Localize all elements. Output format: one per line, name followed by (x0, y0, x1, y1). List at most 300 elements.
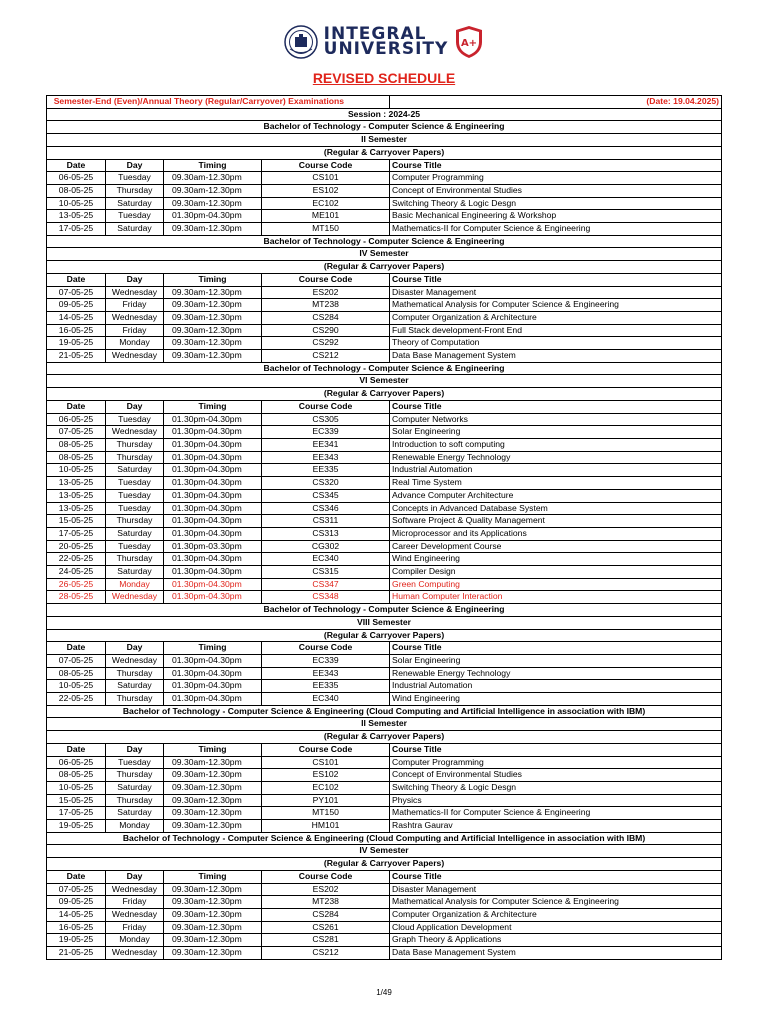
semester-heading: II Semester (47, 718, 722, 731)
cell-title: Disaster Management (390, 286, 722, 299)
cell-code: ES102 (262, 769, 390, 782)
cell-date: 08-05-25 (47, 667, 106, 680)
cell-code: CS292 (262, 337, 390, 350)
header-title: Course Title (390, 743, 722, 756)
table-row (47, 286, 722, 299)
cell-day: Friday (106, 896, 164, 909)
semester-heading: VIII Semester (47, 616, 722, 629)
cell-day: Thursday (106, 667, 164, 680)
header-date: Date (47, 400, 106, 413)
cell-date: 16-05-25 (47, 324, 106, 337)
column-header-row (47, 273, 722, 286)
header-code: Course Code (262, 159, 390, 172)
cell-day: Wednesday (106, 426, 164, 439)
table-row (47, 807, 722, 820)
header-timing: Timing (164, 642, 262, 655)
header-code: Course Code (262, 870, 390, 883)
papers-heading: (Regular & Carryover Papers) (47, 731, 722, 744)
cell-date: 13-05-25 (47, 210, 106, 223)
cell-day: Saturday (106, 223, 164, 236)
header-date: Date (47, 273, 106, 286)
cell-day: Thursday (106, 794, 164, 807)
cell-date: 24-05-25 (47, 566, 106, 579)
table-row (47, 578, 722, 591)
cell-timing: 01.30pm-04.30pm (164, 654, 262, 667)
cell-title: Cloud Application Development (390, 921, 722, 934)
table-row (47, 197, 722, 210)
cell-day: Saturday (106, 197, 164, 210)
cell-timing: 09.30am-12.30pm (164, 896, 262, 909)
cell-timing: 01.30pm-04.30pm (164, 527, 262, 540)
cell-timing: 09.30am-12.30pm (164, 794, 262, 807)
table-row (47, 921, 722, 934)
cell-date: 07-05-25 (47, 654, 106, 667)
table-row (47, 934, 722, 947)
table-row (47, 896, 722, 909)
cell-title: Renewable Energy Technology (390, 667, 722, 680)
table-row (47, 502, 722, 515)
papers-heading-row (47, 858, 722, 871)
cell-code: PY101 (262, 794, 390, 807)
cell-timing: 01.30pm-03.30pm (164, 540, 262, 553)
cell-title: Computer Programming (390, 172, 722, 185)
cell-date: 19-05-25 (47, 820, 106, 833)
cell-timing: 09.30am-12.30pm (164, 769, 262, 782)
program-heading: Bachelor of Technology - Computer Science & Engineering (47, 235, 722, 248)
cell-title: Concepts in Advanced Database System (390, 502, 722, 515)
cell-day: Tuesday (106, 172, 164, 185)
header-timing: Timing (164, 400, 262, 413)
cell-title: Physics (390, 794, 722, 807)
cell-timing: 01.30pm-04.30pm (164, 210, 262, 223)
program-heading: Bachelor of Technology - Computer Science & Engineering (47, 121, 722, 134)
table-row (47, 350, 722, 363)
cell-day: Tuesday (106, 210, 164, 223)
cell-code: ME101 (262, 210, 390, 223)
cell-day: Thursday (106, 515, 164, 528)
cell-title: Career Development Course (390, 540, 722, 553)
cell-timing: 09.30am-12.30pm (164, 807, 262, 820)
cell-timing: 01.30pm-04.30pm (164, 693, 262, 706)
cell-day: Wednesday (106, 909, 164, 922)
cell-code: EC102 (262, 781, 390, 794)
university-seal-icon (284, 25, 318, 59)
header-timing: Timing (164, 870, 262, 883)
header-title: Course Title (390, 400, 722, 413)
cell-code: EC340 (262, 693, 390, 706)
cell-title: Mathematics-II for Computer Science & Engineering (390, 807, 722, 820)
table-row (47, 820, 722, 833)
cell-date: 06-05-25 (47, 756, 106, 769)
cell-title: Concept of Environmental Studies (390, 769, 722, 782)
header-date: Date (47, 642, 106, 655)
cell-code: EE335 (262, 680, 390, 693)
cell-day: Saturday (106, 527, 164, 540)
cell-day: Tuesday (106, 413, 164, 426)
cell-title: Concept of Environmental Studies (390, 184, 722, 197)
cell-day: Tuesday (106, 489, 164, 502)
cell-date: 16-05-25 (47, 921, 106, 934)
cell-title: Computer Organization & Architecture (390, 909, 722, 922)
cell-code: CS348 (262, 591, 390, 604)
table-row (47, 883, 722, 896)
cell-timing: 09.30am-12.30pm (164, 337, 262, 350)
cell-date: 09-05-25 (47, 299, 106, 312)
brand-line-2: UNIVERSITY (323, 39, 449, 59)
table-row (47, 413, 722, 426)
cell-code: EC339 (262, 426, 390, 439)
cell-title: Introduction to soft computing (390, 438, 722, 451)
cell-date: 13-05-25 (47, 477, 106, 490)
cell-date: 10-05-25 (47, 197, 106, 210)
cell-code: MT150 (262, 807, 390, 820)
cell-timing: 09.30am-12.30pm (164, 820, 262, 833)
cell-timing: 09.30am-12.30pm (164, 756, 262, 769)
cell-day: Tuesday (106, 756, 164, 769)
cell-timing: 09.30am-12.30pm (164, 883, 262, 896)
semester-heading: IV Semester (47, 845, 722, 858)
cell-title: Disaster Management (390, 883, 722, 896)
cell-title: Microprocessor and its Applications (390, 527, 722, 540)
table-row (47, 693, 722, 706)
cell-day: Thursday (106, 451, 164, 464)
university-logo (0, 22, 768, 62)
cell-timing: 01.30pm-04.30pm (164, 426, 262, 439)
cell-date: 15-05-25 (47, 794, 106, 807)
papers-heading-row (47, 731, 722, 744)
cell-day: Wednesday (106, 654, 164, 667)
cell-code: CS284 (262, 311, 390, 324)
cell-title: Switching Theory & Logic Desgn (390, 197, 722, 210)
cell-timing: 01.30pm-04.30pm (164, 413, 262, 426)
cell-date: 17-05-25 (47, 807, 106, 820)
cell-day: Thursday (106, 693, 164, 706)
cell-timing: 09.30am-12.30pm (164, 172, 262, 185)
table-row (47, 591, 722, 604)
page-title: REVISED SCHEDULE (312, 70, 456, 86)
header-date: Date (47, 743, 106, 756)
cell-date: 07-05-25 (47, 286, 106, 299)
cell-day: Wednesday (106, 286, 164, 299)
cell-day: Saturday (106, 566, 164, 579)
semester-heading-row (47, 616, 722, 629)
table-row (47, 947, 722, 960)
cell-day: Saturday (106, 680, 164, 693)
cell-timing: 01.30pm-04.30pm (164, 680, 262, 693)
cell-date: 06-05-25 (47, 413, 106, 426)
cell-day: Thursday (106, 553, 164, 566)
session-label: Session : 2024-25 (47, 108, 722, 121)
cell-title: Solar Engineering (390, 426, 722, 439)
cell-timing: 09.30am-12.30pm (164, 934, 262, 947)
table-row (47, 223, 722, 236)
cell-title: Mathematical Analysis for Computer Science & Engineering (390, 299, 722, 312)
papers-heading-row (47, 629, 722, 642)
cell-date: 22-05-25 (47, 693, 106, 706)
cell-title: Compiler Design (390, 566, 722, 579)
cell-day: Thursday (106, 438, 164, 451)
cell-date: 22-05-25 (47, 553, 106, 566)
cell-timing: 09.30am-12.30pm (164, 197, 262, 210)
papers-heading-row (47, 388, 722, 401)
cell-title: Computer Programming (390, 756, 722, 769)
column-header-row (47, 400, 722, 413)
cell-title: Wind Engineering (390, 693, 722, 706)
table-row (47, 540, 722, 553)
cell-code: CS346 (262, 502, 390, 515)
table-row (47, 667, 722, 680)
papers-heading: (Regular & Carryover Papers) (47, 388, 722, 401)
table-row (47, 515, 722, 528)
cell-code: EC340 (262, 553, 390, 566)
cell-code: CS212 (262, 947, 390, 960)
header-timing: Timing (164, 273, 262, 286)
cell-date: 20-05-25 (47, 540, 106, 553)
program-heading: Bachelor of Technology - Computer Science & Engineering (47, 362, 722, 375)
cell-timing: 01.30pm-04.30pm (164, 464, 262, 477)
cell-date: 15-05-25 (47, 515, 106, 528)
cell-date: 17-05-25 (47, 223, 106, 236)
cell-timing: 09.30am-12.30pm (164, 781, 262, 794)
table-row (47, 184, 722, 197)
cell-title: Solar Engineering (390, 654, 722, 667)
program-heading-row (47, 235, 722, 248)
cell-day: Friday (106, 299, 164, 312)
cell-code: EE341 (262, 438, 390, 451)
table-row (47, 756, 722, 769)
cell-date: 10-05-25 (47, 680, 106, 693)
cell-day: Thursday (106, 769, 164, 782)
exam-date: (Date: 19.04.2025) (390, 96, 722, 109)
session-row (47, 108, 722, 121)
cell-code: EE343 (262, 667, 390, 680)
accreditation-shield-icon (454, 25, 484, 59)
cell-day: Friday (106, 921, 164, 934)
cell-day: Wednesday (106, 350, 164, 363)
table-row (47, 781, 722, 794)
cell-code: CS101 (262, 172, 390, 185)
cell-timing: 01.30pm-04.30pm (164, 451, 262, 464)
cell-title: Switching Theory & Logic Desgn (390, 781, 722, 794)
cell-code: CS284 (262, 909, 390, 922)
cell-code: CG302 (262, 540, 390, 553)
cell-title: Advance Computer Architecture (390, 489, 722, 502)
papers-heading: (Regular & Carryover Papers) (47, 629, 722, 642)
cell-title: Computer Networks (390, 413, 722, 426)
header-code: Course Code (262, 642, 390, 655)
cell-title: Basic Mechanical Engineering & Workshop (390, 210, 722, 223)
papers-heading: (Regular & Carryover Papers) (47, 858, 722, 871)
table-row (47, 172, 722, 185)
cell-code: CS212 (262, 350, 390, 363)
cell-title: Industrial Automation (390, 464, 722, 477)
table-row (47, 566, 722, 579)
table-row (47, 426, 722, 439)
cell-day: Saturday (106, 781, 164, 794)
cell-code: EE335 (262, 464, 390, 477)
cell-code: MT150 (262, 223, 390, 236)
semester-heading: IV Semester (47, 248, 722, 261)
cell-code: EC102 (262, 197, 390, 210)
cell-timing: 09.30am-12.30pm (164, 921, 262, 934)
cell-timing: 09.30am-12.30pm (164, 909, 262, 922)
cell-date: 17-05-25 (47, 527, 106, 540)
program-heading-row (47, 705, 722, 718)
cell-code: ES102 (262, 184, 390, 197)
cell-date: 26-05-25 (47, 578, 106, 591)
header-title: Course Title (390, 870, 722, 883)
papers-heading: (Regular & Carryover Papers) (47, 261, 722, 274)
cell-day: Monday (106, 934, 164, 947)
cell-code: CS305 (262, 413, 390, 426)
cell-timing: 01.30pm-04.30pm (164, 578, 262, 591)
cell-date: 09-05-25 (47, 896, 106, 909)
cell-code: ES202 (262, 883, 390, 896)
program-heading: Bachelor of Technology - Computer Science & Engineering (Cloud Computing and Artificial Intelligence in association with IBM) (47, 832, 722, 845)
cell-title: Data Base Management System (390, 947, 722, 960)
cell-code: CS281 (262, 934, 390, 947)
cell-code: EE343 (262, 451, 390, 464)
cell-date: 21-05-25 (47, 947, 106, 960)
cell-date: 14-05-25 (47, 909, 106, 922)
header-day: Day (106, 642, 164, 655)
cell-date: 10-05-25 (47, 464, 106, 477)
cell-day: Saturday (106, 464, 164, 477)
semester-heading: VI Semester (47, 375, 722, 388)
header-timing: Timing (164, 743, 262, 756)
cell-code: CS261 (262, 921, 390, 934)
cell-date: 13-05-25 (47, 489, 106, 502)
cell-day: Wednesday (106, 591, 164, 604)
program-heading-row (47, 362, 722, 375)
cell-timing: 09.30am-12.30pm (164, 286, 262, 299)
exam-title-row (47, 96, 722, 109)
cell-date: 08-05-25 (47, 184, 106, 197)
page-number: 1/49 (376, 988, 392, 997)
cell-title: Mathematics-II for Computer Science & Engineering (390, 223, 722, 236)
cell-date: 06-05-25 (47, 172, 106, 185)
cell-title: Theory of Computation (390, 337, 722, 350)
table-row (47, 909, 722, 922)
cell-date: 07-05-25 (47, 883, 106, 896)
program-heading: Bachelor of Technology - Computer Science & Engineering (47, 604, 722, 617)
cell-title: Rashtra Gaurav (390, 820, 722, 833)
header-day: Day (106, 159, 164, 172)
table-row (47, 769, 722, 782)
semester-heading-row (47, 718, 722, 731)
papers-heading-row (47, 261, 722, 274)
cell-code: CS311 (262, 515, 390, 528)
papers-heading: (Regular & Carryover Papers) (47, 146, 722, 159)
cell-day: Thursday (106, 184, 164, 197)
cell-date: 21-05-25 (47, 350, 106, 363)
cell-title: Renewable Energy Technology (390, 451, 722, 464)
cell-code: CS313 (262, 527, 390, 540)
semester-heading-row (47, 375, 722, 388)
cell-day: Friday (106, 324, 164, 337)
cell-day: Monday (106, 337, 164, 350)
table-row (47, 464, 722, 477)
cell-date: 10-05-25 (47, 781, 106, 794)
program-heading-row (47, 121, 722, 134)
header-timing: Timing (164, 159, 262, 172)
cell-title: Data Base Management System (390, 350, 722, 363)
cell-timing: 01.30pm-04.30pm (164, 438, 262, 451)
cell-title: Human Computer Interaction (390, 591, 722, 604)
cell-date: 07-05-25 (47, 426, 106, 439)
cell-title: Computer Organization & Architecture (390, 311, 722, 324)
cell-title: Graph Theory & Applications (390, 934, 722, 947)
cell-day: Wednesday (106, 311, 164, 324)
cell-day: Tuesday (106, 540, 164, 553)
semester-heading: II Semester (47, 134, 722, 147)
cell-timing: 01.30pm-04.30pm (164, 553, 262, 566)
cell-timing: 09.30am-12.30pm (164, 350, 262, 363)
header-title: Course Title (390, 159, 722, 172)
cell-code: ES202 (262, 286, 390, 299)
cell-code: EC339 (262, 654, 390, 667)
cell-date: 19-05-25 (47, 337, 106, 350)
cell-code: CS101 (262, 756, 390, 769)
cell-code: CS345 (262, 489, 390, 502)
semester-heading-row (47, 845, 722, 858)
cell-timing: 01.30pm-04.30pm (164, 477, 262, 490)
cell-code: CS320 (262, 477, 390, 490)
column-header-row (47, 743, 722, 756)
cell-title: Real Time System (390, 477, 722, 490)
cell-date: 28-05-25 (47, 591, 106, 604)
cell-date: 19-05-25 (47, 934, 106, 947)
header-title: Course Title (390, 642, 722, 655)
cell-code: MT238 (262, 299, 390, 312)
shield-grade: A+ (461, 38, 478, 49)
table-row (47, 438, 722, 451)
cell-title: Mathematical Analysis for Computer Science & Engineering (390, 896, 722, 909)
cell-date: 14-05-25 (47, 311, 106, 324)
header-day: Day (106, 273, 164, 286)
program-heading-row (47, 832, 722, 845)
cell-code: HM101 (262, 820, 390, 833)
header-title: Course Title (390, 273, 722, 286)
cell-day: Wednesday (106, 883, 164, 896)
table-row (47, 680, 722, 693)
cell-timing: 09.30am-12.30pm (164, 324, 262, 337)
table-row (47, 654, 722, 667)
papers-heading-row (47, 146, 722, 159)
header-code: Course Code (262, 273, 390, 286)
table-row (47, 794, 722, 807)
table-row (47, 311, 722, 324)
header-code: Course Code (262, 400, 390, 413)
table-row (47, 553, 722, 566)
cell-timing: 01.30pm-04.30pm (164, 566, 262, 579)
cell-title: Wind Engineering (390, 553, 722, 566)
table-row (47, 337, 722, 350)
cell-title: Software Project & Quality Management (390, 515, 722, 528)
program-heading: Bachelor of Technology - Computer Science & Engineering (Cloud Computing and Artificial Intelligence in association with IBM) (47, 705, 722, 718)
cell-timing: 09.30am-12.30pm (164, 947, 262, 960)
cell-day: Tuesday (106, 477, 164, 490)
cell-timing: 09.30am-12.30pm (164, 184, 262, 197)
header-day: Day (106, 400, 164, 413)
cell-day: Monday (106, 578, 164, 591)
exam-title: Semester-End (Even)/Annual Theory (Regular/Carryover) Examinations (47, 96, 390, 109)
cell-day: Wednesday (106, 947, 164, 960)
header-day: Day (106, 743, 164, 756)
cell-timing: 01.30pm-04.30pm (164, 502, 262, 515)
header-date: Date (47, 159, 106, 172)
header-date: Date (47, 870, 106, 883)
